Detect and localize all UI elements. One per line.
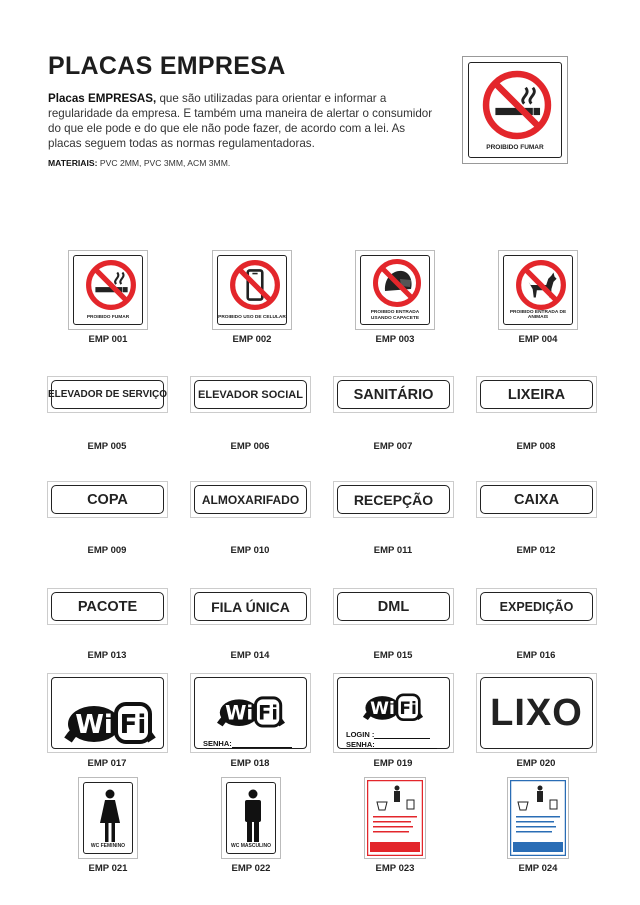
sign-emp014: [190, 588, 311, 625]
sign-caption-2: USANDO CAPACETE: [370, 316, 420, 321]
code-emp006: EMP 006: [230, 441, 270, 452]
code-emp023: EMP 023: [375, 863, 415, 874]
code-emp021: EMP 021: [88, 863, 128, 874]
sign-emp002: [212, 250, 292, 330]
code-emp022: EMP 022: [231, 863, 271, 874]
no-smoking-icon: [481, 69, 553, 141]
code-emp016: EMP 016: [516, 650, 556, 661]
login-field: [346, 730, 430, 739]
wifi-right-text: Fi: [258, 701, 278, 725]
sign-text: CAIXA: [480, 485, 593, 514]
sign-emp015: [333, 588, 454, 625]
code-emp009: EMP 009: [87, 545, 127, 556]
sign-emp020: [476, 673, 597, 753]
sign-text: DML: [337, 592, 450, 621]
sign-emp013: [47, 588, 168, 625]
sign-text: ALMOXARIFADO: [194, 485, 307, 514]
sign-emp007: [333, 376, 454, 413]
code-emp013: EMP 013: [87, 650, 127, 661]
wifi-left-text: Wi: [75, 710, 113, 740]
senha-field: [346, 740, 437, 749]
intro-bold: Placas EMPRESAS,: [48, 92, 157, 105]
code-emp005: EMP 005: [87, 441, 127, 452]
no-helmet-icon: [372, 258, 422, 308]
sign-text: SANITÁRIO: [337, 380, 450, 409]
sign-text: ELEVADOR SOCIAL: [194, 380, 307, 409]
wifi-logo-icon: [60, 680, 160, 750]
sign-text: PACOTE: [51, 592, 164, 621]
materials-value: PVC 2MM, PVC 3MM, ACM 3MM.: [97, 158, 231, 168]
sign-text: LIXO: [480, 677, 593, 749]
page-title: PLACAS EMPRESA: [48, 52, 286, 80]
sign-emp010: [190, 481, 311, 518]
sign-caption: PROIBIDO FUMAR: [86, 315, 130, 320]
hero-sign-frame: [468, 62, 562, 158]
code-emp015: EMP 015: [373, 650, 413, 661]
sign-emp011: [333, 481, 454, 518]
hero-caption: PROIBIDO FUMAR: [486, 144, 544, 151]
sign-emp008: [476, 376, 597, 413]
toilet-instructions-icon: [367, 780, 423, 856]
sign-text: FILA ÚNICA: [194, 592, 307, 621]
sign-caption-1: PROIBIDO ENTRADA: [370, 310, 420, 315]
sign-text: COPA: [51, 485, 164, 514]
sign-emp023: [364, 777, 426, 859]
code-emp020: EMP 020: [516, 758, 556, 769]
sign-emp016: [476, 588, 597, 625]
sign-text: ELEVADOR DE SERVIÇO: [51, 380, 164, 409]
code-emp007: EMP 007: [373, 441, 413, 452]
code-emp014: EMP 014: [230, 650, 270, 661]
code-emp024: EMP 024: [518, 863, 558, 874]
sign-emp018: [190, 673, 311, 753]
code-emp010: EMP 010: [230, 545, 270, 556]
code-emp002: EMP 002: [232, 334, 272, 345]
sign-emp012: [476, 481, 597, 518]
sign-emp021: [78, 777, 138, 859]
wifi-logo-icon: [358, 679, 428, 725]
no-smoking-icon: [85, 259, 137, 311]
sign-emp017: [47, 673, 168, 753]
sign-caption: PROIBIDO USO DE CELULAR: [218, 315, 286, 320]
sign-caption: WC MASCULINO: [231, 843, 271, 849]
no-animals-icon: [515, 259, 567, 311]
sign-emp005: [47, 376, 168, 413]
wifi-left-text: Wi: [370, 698, 395, 719]
wifi-left-text: Wi: [225, 701, 254, 725]
code-emp001: EMP 001: [88, 334, 128, 345]
sign-caption: WC FEMININO: [90, 843, 126, 849]
sign-text: EXPEDIÇÃO: [480, 592, 593, 621]
sign-emp009: [47, 481, 168, 518]
code-emp018: EMP 018: [230, 758, 270, 769]
sign-emp004: [498, 250, 578, 330]
code-emp017: EMP 017: [87, 758, 127, 769]
sign-emp022: [221, 777, 281, 859]
code-emp012: EMP 012: [516, 545, 556, 556]
code-emp003: EMP 003: [375, 334, 415, 345]
intro-paragraph: [48, 91, 438, 151]
code-emp019: EMP 019: [373, 758, 413, 769]
wifi-right-text: Fi: [399, 698, 417, 719]
sign-emp006: [190, 376, 311, 413]
code-emp004: EMP 004: [518, 334, 558, 345]
materials-line: [48, 158, 230, 168]
sign-emp001: [68, 250, 148, 330]
sign-text: LIXEIRA: [480, 380, 593, 409]
wifi-right-text: Fi: [119, 710, 147, 740]
sign-emp019: [333, 673, 454, 753]
intro-text: que são utilizadas para orientar e informar a regularidade da empresa. E também uma maneira de alertar o consumidor do que ele pode e do que ele não pode fazer, de acordo com a lei. As placas seguem todas as normas regulamentadoras.: [48, 92, 433, 150]
sign-caption: PROIBIDO ENTRADA DE ANIMAIS: [509, 310, 567, 320]
materials-label: MATERIAIS:: [48, 158, 98, 168]
login-label: LOGIN :: [346, 730, 375, 739]
male-icon: [241, 789, 265, 843]
senha-label: SENHA:: [346, 740, 375, 749]
sign-emp024: [507, 777, 569, 859]
wifi-logo-icon: [211, 680, 291, 732]
code-emp011: EMP 011: [373, 545, 413, 556]
senha-field: [203, 739, 292, 748]
sign-emp003: [355, 250, 435, 330]
toilet-instructions-icon: [510, 780, 566, 856]
hero-sign: [462, 56, 568, 164]
senha-label: SENHA:: [203, 739, 232, 748]
female-icon: [98, 789, 122, 843]
code-emp008: EMP 008: [516, 441, 556, 452]
sign-text: RECEPÇÃO: [337, 485, 450, 514]
no-phone-icon: [229, 259, 281, 311]
